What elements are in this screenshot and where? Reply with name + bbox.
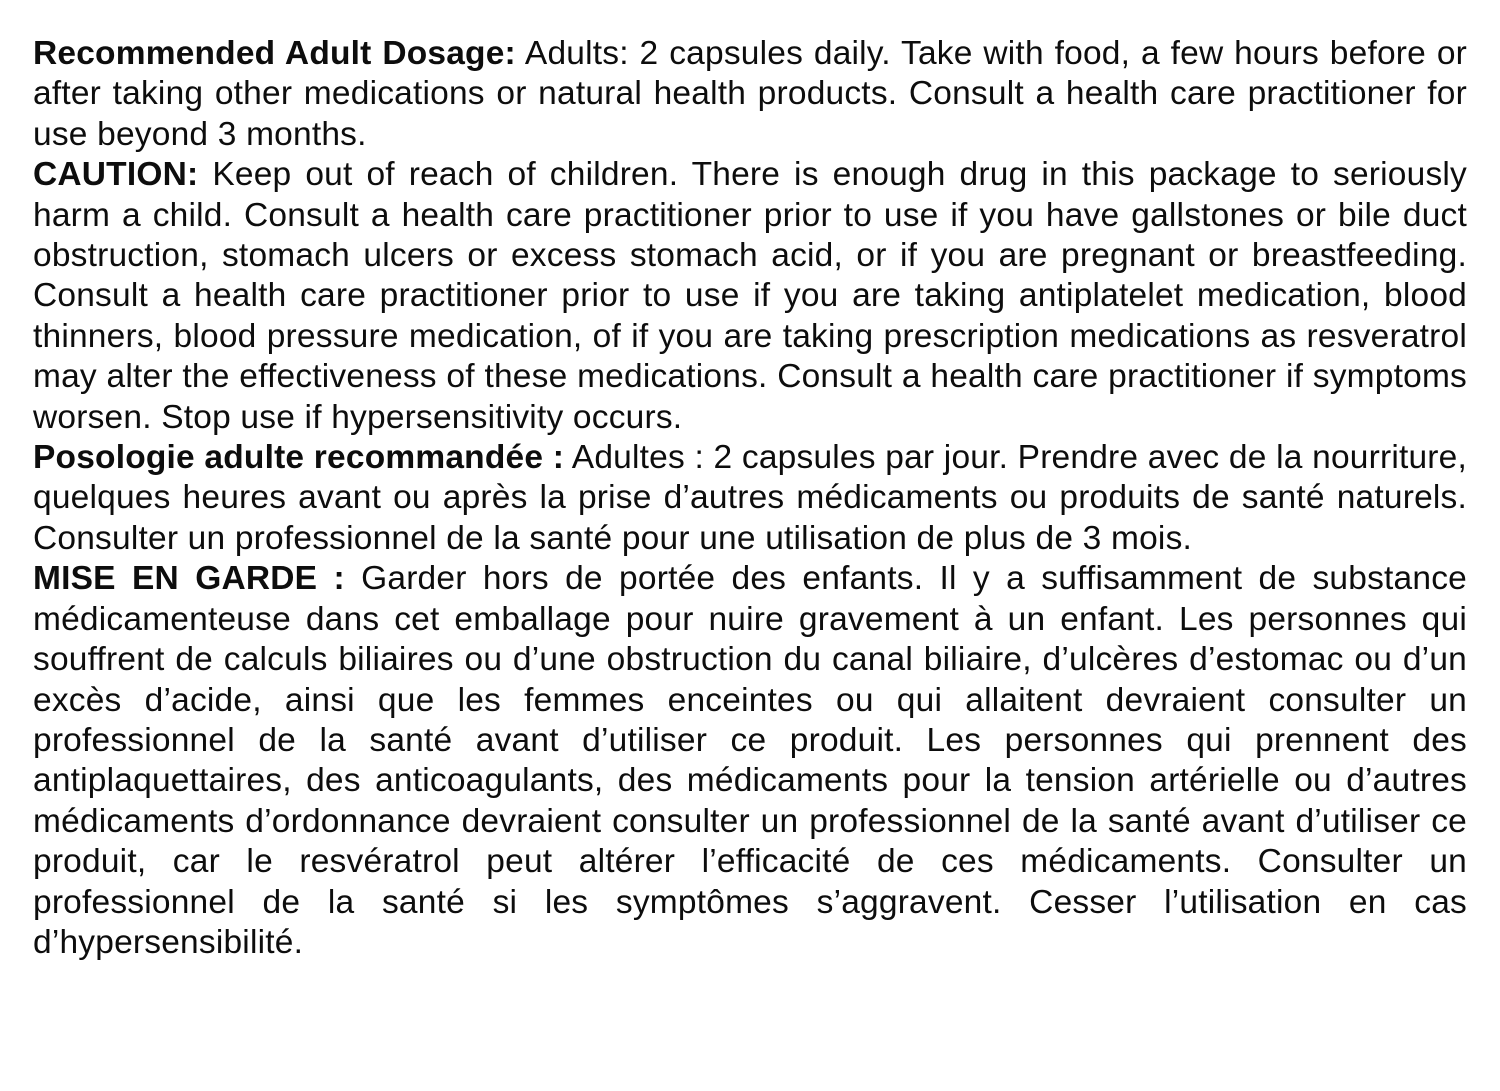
dosage-heading-en: Recommended Adult Dosage: — [33, 35, 516, 72]
caution-body-en: Keep out of reach of children. There is enough drug in this package to seriously harm a child. Consult a health care practitioner prior to use if you have gallstones or bile duct obstruction, stomach ulcers or excess stomach acid, or if you are pregnant or breastfeeding. Consult a health care practitioner prior to use if you are taking antiplatelet medication, blood thinners, blood pressure medication, of if you are taking prescription medications as resveratrol may alter the effectiveness of these medications. Consult a health care practitioner if symptoms worsen. Stop use if hypersensitivity occurs. — [33, 156, 1467, 436]
caution-heading-en: CAUTION: — [33, 156, 199, 194]
dosage-body-fr: Adultes : 2 capsules par jour. Prendre avec de la nourriture, quelques heures avant ou après la prise d’autres médicaments ou produits de santé naturels. Consulter un professionnel de la santé pour une utilisation de plus de 3 mois. — [33, 439, 1467, 557]
caution-paragraph-en — [33, 155, 1467, 438]
dosage-heading-fr: Posologie adulte recommandée : — [33, 439, 565, 477]
caution-heading-fr: MISE EN GARDE : — [33, 560, 345, 598]
dosage-paragraph-en — [33, 34, 1467, 155]
caution-body-fr: Garder hors de portée des enfants. Il y a suffisamment de substance médicamenteuse dans cet emballage pour nuire gravement à un enfant. Les personnes qui souffrent de calculs biliaires ou d’une obstruction du canal biliaire, d’ulcères d’estomac ou d’un excès d’acide, ainsi que les femmes enceintes ou qui allaitent devraient consulter un professionnel de la santé avant d’utiliser ce produit. Les personnes qui prennent des antiplaquettaires, des anticoagulants, des médicaments pour la tension artérielle ou d’autres médicaments d’ordonnance devraient consulter un professionnel de la santé avant d’utiliser ce produit, car le resvératrol peut altérer l’efficacité de ces médicaments. Consulter un professionnel de la santé si les symptômes s’aggravent. Cesser l’utilisation en cas d’hypersensibilité. — [33, 560, 1467, 961]
dosage-paragraph-fr — [33, 438, 1467, 559]
caution-paragraph-fr — [33, 559, 1467, 963]
dosage-body-en: Adults: 2 capsules daily. Take with food, a few hours before or after taking other medications or natural health products. Consult a health care practitioner for use beyond 3 months. — [33, 35, 1468, 153]
